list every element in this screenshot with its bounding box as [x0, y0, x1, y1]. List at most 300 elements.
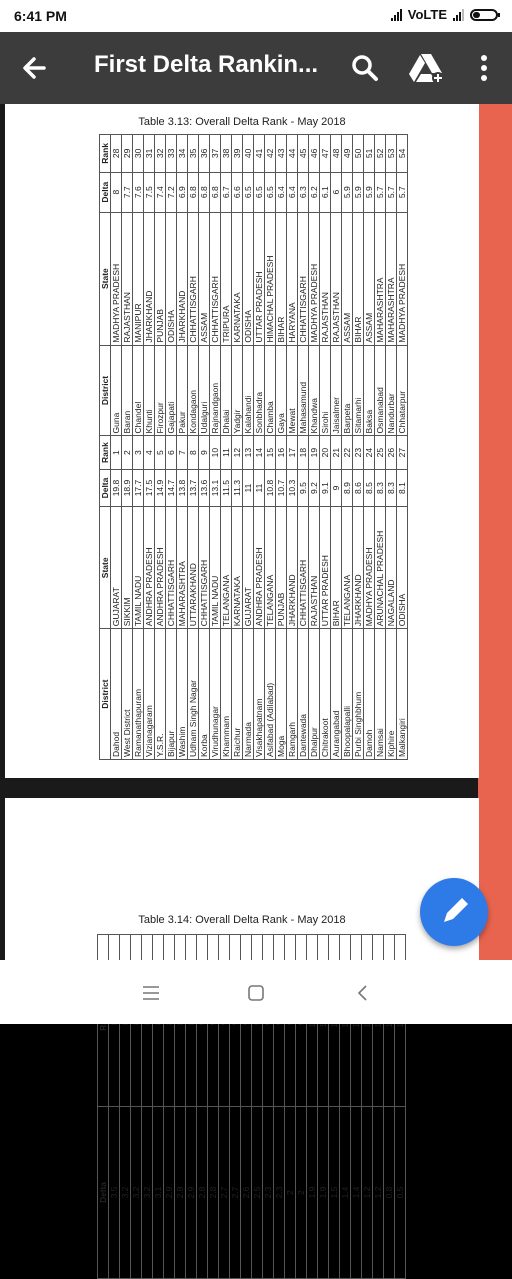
table-cell: 6.4	[287, 172, 298, 212]
header-state: State	[100, 212, 111, 345]
table-cell: HARYANA	[287, 212, 298, 345]
table-cell: 9	[199, 436, 210, 469]
table-cell: Bijapur	[166, 629, 177, 760]
table-cell: MADHYA PRADESH	[364, 507, 375, 629]
table-cell: 2.5	[252, 1107, 263, 1279]
table-cell: CHHATTISGARH	[210, 212, 221, 345]
table-cell: KARNATAKA	[232, 212, 243, 345]
table-cell: 53	[386, 135, 397, 173]
table-cell: TAMIL NADU	[133, 507, 144, 629]
table-cell: 30	[133, 135, 144, 173]
document-title: First Delta Rankin...	[94, 51, 319, 78]
table-cell: Sitamarhi	[353, 345, 364, 436]
table-cell: 7.7	[122, 172, 133, 212]
table-cell: 9.1	[320, 469, 331, 507]
table-cell: ARUNACHAL PRADESH	[375, 507, 386, 629]
table-cell: 13.7	[188, 469, 199, 507]
table-cell: 5.7	[375, 172, 386, 212]
table-caption: Table 3.14: Overall Delta Rank - May 2018	[138, 914, 346, 926]
table-cell: Jaisalmer	[331, 345, 342, 436]
pdf-viewer[interactable]	[0, 32, 512, 1203]
header-rank: Rank	[100, 135, 111, 173]
table-cell: Khandwa	[309, 345, 320, 436]
table-cell: Asifabad (Adilabad)	[265, 629, 276, 760]
table-cell: 11	[254, 469, 265, 507]
table-cell: 5	[155, 436, 166, 469]
table-cell: 6.2	[309, 172, 320, 212]
table-cell: 14.9	[155, 469, 166, 507]
table-cell: 18	[298, 436, 309, 469]
table-cell: 2.3	[263, 1107, 274, 1279]
header-delta: Delta	[100, 469, 111, 507]
back-icon[interactable]	[348, 978, 378, 1008]
table-cell: Dahod	[111, 629, 122, 760]
table-cell: 44	[287, 135, 298, 173]
table-cell: 2.3	[274, 1107, 285, 1279]
table-cell: Malkangiri	[397, 629, 408, 760]
table-cell: Barpeta	[342, 345, 353, 436]
table-cell: MADHYA PRADESH	[309, 212, 320, 345]
table-cell: 7	[177, 436, 188, 469]
table-cell: MAHARASHTRA	[375, 212, 386, 345]
table-cell: KARNATAKA	[232, 507, 243, 629]
table-cell: BIHAR	[353, 212, 364, 345]
header-delta: Delta	[100, 172, 111, 212]
table-cell: 10.8	[265, 469, 276, 507]
table-row	[232, 135, 243, 760]
table-cell: 13.8	[177, 469, 188, 507]
table-row	[386, 135, 397, 760]
table-cell: 38	[221, 135, 232, 173]
table-cell: MAHARASHTRA	[177, 507, 188, 629]
table-cell: 8	[111, 172, 122, 212]
table-cell: Khunti	[144, 345, 155, 436]
table-cell: RAJASTHAN	[122, 212, 133, 345]
table-cell: 3.2	[142, 1107, 153, 1279]
table-cell: 37	[210, 135, 221, 173]
pdf-page-2	[5, 798, 479, 1203]
table-cell: ANDHRA PRADESH	[254, 507, 265, 629]
table-row	[265, 135, 276, 760]
table-row	[111, 135, 122, 760]
table-cell: 7.4	[155, 172, 166, 212]
table-cell: Purbi Singhbhum	[353, 629, 364, 760]
table-cell: UTTARAKHAND	[188, 507, 199, 629]
table-cell: Udalguri	[199, 345, 210, 436]
table-caption: Table 3.13: Overall Delta Rank - May 2018	[138, 116, 346, 128]
table-row	[166, 135, 177, 760]
table-cell: 8	[188, 436, 199, 469]
signal-icon	[391, 9, 402, 21]
table-cell: 18.9	[122, 469, 133, 507]
table-cell: Khammam	[221, 629, 232, 760]
header-district: District	[100, 345, 111, 436]
table-cell: ANDHRA PRADESH	[144, 507, 155, 629]
status-icons	[391, 7, 498, 22]
table-row	[144, 135, 155, 760]
table-row	[287, 135, 298, 760]
table-cell: CHHATTISGARH	[298, 507, 309, 629]
table-row	[199, 135, 210, 760]
table-cell: 13	[243, 436, 254, 469]
table-cell: Gaya	[276, 345, 287, 436]
table-cell: 19.8	[111, 469, 122, 507]
table-cell: MADHYA PRADESH	[111, 212, 122, 345]
table-cell: Ramanathapuram	[133, 629, 144, 760]
table-cell: 0.8	[384, 1107, 395, 1279]
table-cell: 47	[320, 135, 331, 173]
table-cell: 46	[309, 135, 320, 173]
table-cell: 19	[309, 436, 320, 469]
table-cell: Vizianagaram	[144, 629, 155, 760]
table-cell: 6.5	[254, 172, 265, 212]
table-cell: 23	[353, 436, 364, 469]
table-cell: Dantewada	[298, 629, 309, 760]
table-cell: 29	[122, 135, 133, 173]
table-cell: Bhoopalapalli	[342, 629, 353, 760]
table-cell: 11	[221, 436, 232, 469]
table-cell: 12	[232, 436, 243, 469]
table-cell: 24	[364, 436, 375, 469]
table-cell: Virudhunagar	[210, 629, 221, 760]
table-cell: Korba	[199, 629, 210, 760]
table-cell: 2.9	[175, 1107, 186, 1279]
table-cell: Firozpur	[155, 345, 166, 436]
table-cell: RAJASTHAN	[320, 212, 331, 345]
table-row	[309, 135, 320, 760]
table-header-row	[100, 135, 111, 760]
table-cell: 6.6	[232, 172, 243, 212]
pdf-page-1	[5, 104, 479, 778]
table-cell: Udham Singh Nagar	[188, 629, 199, 760]
table-cell: PUNJAB	[155, 212, 166, 345]
table-cell: Sonbhadra	[254, 345, 265, 436]
table-cell: 6.3	[298, 172, 309, 212]
table-cell: 36	[199, 135, 210, 173]
table-cell: 16	[276, 436, 287, 469]
table-cell: Nandurbar	[386, 345, 397, 436]
table-cell: ASSAM	[199, 212, 210, 345]
table-cell: 2.7	[219, 1107, 230, 1279]
table-cell: 2.6	[241, 1107, 252, 1279]
table-cell: MADHYA PRADESH	[397, 212, 408, 345]
table-cell: 5.7	[397, 172, 408, 212]
table-row	[122, 135, 133, 760]
app-bar	[0, 32, 512, 104]
table-cell: 5.9	[364, 172, 375, 212]
table-cell: TAMIL NADU	[210, 507, 221, 629]
table-cell: 27	[397, 436, 408, 469]
table-cell: 6	[166, 436, 177, 469]
table-cell: TRIPURA	[221, 212, 232, 345]
table-cell: 10.3	[287, 469, 298, 507]
table-cell: 11.3	[232, 469, 243, 507]
table-cell: Kalahandi	[243, 345, 254, 436]
table-cell: CHHATTISGARH	[298, 212, 309, 345]
table-cell: 32	[155, 135, 166, 173]
table-cell: 2.9	[164, 1107, 175, 1279]
table-cell: PUNJAB	[276, 507, 287, 629]
table-cell: 8.3	[386, 469, 397, 507]
home-icon[interactable]	[241, 978, 271, 1008]
table-cell: 6.8	[199, 172, 210, 212]
table-cell: Mewat	[287, 345, 298, 436]
table-cell: Kiphire	[386, 629, 397, 760]
table-cell: CHHATTISGARH	[166, 507, 177, 629]
table-row	[133, 135, 144, 760]
table-cell: SIKKIM	[122, 507, 133, 629]
table-cell: 26	[386, 436, 397, 469]
table-row	[155, 135, 166, 760]
table-cell: 2	[296, 1107, 307, 1279]
header-cell: Delta	[98, 1107, 109, 1279]
table-cell: 6	[331, 172, 342, 212]
table-cell: ODISHA	[397, 507, 408, 629]
table-cell: 6.5	[243, 172, 254, 212]
table-cell: 9.2	[309, 469, 320, 507]
table-cell: JHARKHAND	[177, 212, 188, 345]
table-cell: 1.4	[340, 1107, 351, 1279]
table-row	[210, 135, 221, 760]
table-row	[397, 135, 408, 760]
table-cell: Guna	[111, 345, 122, 436]
table-cell: TELANGANA	[265, 507, 276, 629]
table-row	[276, 135, 287, 760]
table-cell: Narmada	[243, 629, 254, 760]
header-district: District	[100, 629, 111, 760]
table-row	[298, 135, 309, 760]
table-row	[342, 135, 353, 760]
table-cell: 21	[331, 436, 342, 469]
table-cell: 7.2	[166, 172, 177, 212]
table-cell: JHARKHAND	[287, 507, 298, 629]
table-cell: 17.7	[133, 469, 144, 507]
status-bar	[0, 0, 512, 32]
table-cell: Chamba	[265, 345, 276, 436]
table-cell: 25	[375, 436, 386, 469]
table-cell: 6.9	[177, 172, 188, 212]
table-cell: 3.5	[109, 1107, 120, 1279]
network-label: VoLTE	[407, 7, 447, 22]
table-row	[375, 135, 386, 760]
table-cell: Y.S.R.	[155, 629, 166, 760]
table-cell: Sirohi	[320, 345, 331, 436]
header-rank: Rank	[100, 436, 111, 469]
table-cell: 2.9	[186, 1107, 197, 1279]
table-cell: Chitrakoot	[320, 629, 331, 760]
table-cell: 43	[276, 135, 287, 173]
table-cell: Dhalai	[221, 345, 232, 436]
table-cell: 34	[177, 135, 188, 173]
table-row	[320, 135, 331, 760]
table-cell: UTTAR PRADESH	[254, 212, 265, 345]
table-cell: Chandel	[133, 345, 144, 436]
table-cell: 10.7	[276, 469, 287, 507]
table-cell: Damoh	[364, 629, 375, 760]
table-cell: 11.5	[221, 469, 232, 507]
table-row	[331, 135, 342, 760]
table-cell: Moga	[276, 629, 287, 760]
edit-fab-button[interactable]	[420, 878, 488, 946]
table-cell: 2	[122, 436, 133, 469]
table-cell: 5.9	[353, 172, 364, 212]
table-cell: 3	[133, 436, 144, 469]
table-cell: 48	[331, 135, 342, 173]
table-cell: 2.8	[208, 1107, 219, 1279]
table-cell: 20	[320, 436, 331, 469]
table-cell: 6.5	[265, 172, 276, 212]
table-cell: 17	[287, 436, 298, 469]
table-row	[364, 135, 375, 760]
table-cell: 8.3	[375, 469, 386, 507]
table-cell: 45	[298, 135, 309, 173]
table-cell: 35	[188, 135, 199, 173]
table-cell: TELANGANA	[221, 507, 232, 629]
table-cell: 1.2	[362, 1107, 373, 1279]
table-cell: BIHAR	[331, 507, 342, 629]
table-cell: Osmanabad	[375, 345, 386, 436]
table-cell: Raichur	[232, 629, 243, 760]
table-cell: Washim	[177, 629, 188, 760]
table-cell: 15	[265, 436, 276, 469]
table-cell: 10	[210, 436, 221, 469]
table-cell: 1.5	[329, 1107, 340, 1279]
table-cell: 7.5	[144, 172, 155, 212]
table-cell: 3.2	[120, 1107, 131, 1279]
system-nav-bar	[0, 960, 512, 1024]
delta-rank-table	[99, 134, 408, 760]
table-row	[243, 135, 254, 760]
table-row	[353, 135, 364, 760]
table-cell: Rajnandgaon	[210, 345, 221, 436]
table-cell: 28	[111, 135, 122, 173]
table-cell: 14	[254, 436, 265, 469]
table-cell: 52	[375, 135, 386, 173]
side-strip	[478, 104, 512, 960]
table-cell: 8.9	[342, 469, 353, 507]
table-cell: TELANGANA	[342, 507, 353, 629]
table-cell: 50	[353, 135, 364, 173]
table-cell: ODISHA	[166, 212, 177, 345]
table-cell: 1.9	[318, 1107, 329, 1279]
table-cell: Namsai	[375, 629, 386, 760]
table-cell: Mahasamund	[298, 345, 309, 436]
table-row	[177, 135, 188, 760]
table-cell: 31	[144, 135, 155, 173]
table-cell: 6.4	[276, 172, 287, 212]
table-row	[188, 135, 199, 760]
table-cell: NAGALAND	[386, 507, 397, 629]
table-cell: 8.1	[397, 469, 408, 507]
table-cell: 3.2	[131, 1107, 142, 1279]
table-cell: 2.7	[230, 1107, 241, 1279]
battery-icon	[470, 9, 498, 21]
table-cell: Chhatarpur	[397, 345, 408, 436]
table-cell: Visakhapatnam	[254, 629, 265, 760]
table-cell: 9	[331, 469, 342, 507]
table-cell: UTTAR PRADESH	[320, 507, 331, 629]
table-cell: ASSAM	[342, 212, 353, 345]
table-cell: 2	[285, 1107, 296, 1279]
header-state: State	[100, 507, 111, 629]
table-cell: 13.6	[199, 469, 210, 507]
more-vert-icon[interactable]	[462, 46, 506, 90]
table-cell: HIMACHAL PRADESH	[265, 212, 276, 345]
rotated-table-wrap	[99, 134, 469, 760]
table-row	[221, 135, 232, 760]
table-cell: 42	[265, 135, 276, 173]
table-cell: 14.7	[166, 469, 177, 507]
table-cell: Ramgarh	[287, 629, 298, 760]
table-cell: Dhalpur	[309, 629, 320, 760]
table-cell: 1.9	[307, 1107, 318, 1279]
table-cell: 41	[254, 135, 265, 173]
table-cell: 54	[397, 135, 408, 173]
table-cell: GUJARAT	[243, 507, 254, 629]
back-arrow-icon[interactable]	[14, 46, 58, 90]
table-cell: CHHATTISGARH	[199, 507, 210, 629]
edit-pencil-icon	[420, 878, 488, 946]
table-cell: 51	[364, 135, 375, 173]
status-time: 6:41 PM	[14, 8, 67, 24]
table-cell: 5.9	[342, 172, 353, 212]
table-cell: 39	[232, 135, 243, 173]
table-cell: 6.8	[210, 172, 221, 212]
table-cell: MANIPUR	[133, 212, 144, 345]
table-cell: GUJARAT	[111, 507, 122, 629]
table-cell: 13.1	[210, 469, 221, 507]
table-cell: 5.7	[386, 172, 397, 212]
search-icon[interactable]	[343, 46, 387, 90]
table-cell: 0.5	[395, 1107, 406, 1279]
table-cell: 6.7	[221, 172, 232, 212]
table-cell: 1.2	[373, 1107, 384, 1279]
table-cell: 1.4	[351, 1107, 362, 1279]
drive-add-icon[interactable]	[404, 46, 448, 90]
table-cell: 8.6	[353, 469, 364, 507]
menu-icon[interactable]	[136, 978, 166, 1008]
table-cell: 8.5	[364, 469, 375, 507]
table-cell: 6.1	[320, 172, 331, 212]
table-cell: 17.5	[144, 469, 155, 507]
table-cell: 3.1	[153, 1107, 164, 1279]
table-cell: RAJASTHAN	[331, 212, 342, 345]
table-cell: 9.5	[298, 469, 309, 507]
signal-2-icon	[453, 9, 464, 21]
table-cell: 22	[342, 436, 353, 469]
table-cell: Pakur	[177, 345, 188, 436]
table-cell: Yadgir	[232, 345, 243, 436]
table-cell: Baksa	[364, 345, 375, 436]
table-cell: Baran	[122, 345, 133, 436]
table-cell: 1	[111, 436, 122, 469]
table-cell: 2.8	[197, 1107, 208, 1279]
table-cell: 4	[144, 436, 155, 469]
table-cell: Gajapati	[166, 345, 177, 436]
table-cell: Kondagaon	[188, 345, 199, 436]
table-cell: ODISHA	[243, 212, 254, 345]
table-cell: CHHATTISGARH	[188, 212, 199, 345]
table-cell: 49	[342, 135, 353, 173]
table-cell: MAHARASHTRA	[386, 212, 397, 345]
table-cell: ANDHRA PRADESH	[155, 507, 166, 629]
table-cell: West District	[122, 629, 133, 760]
table-cell: 40	[243, 135, 254, 173]
table-cell: Aurangabad	[331, 629, 342, 760]
table-cell: JHARKHAND	[144, 212, 155, 345]
table-cell: JHARKHAND	[353, 507, 364, 629]
table-cell: ASSAM	[364, 212, 375, 345]
